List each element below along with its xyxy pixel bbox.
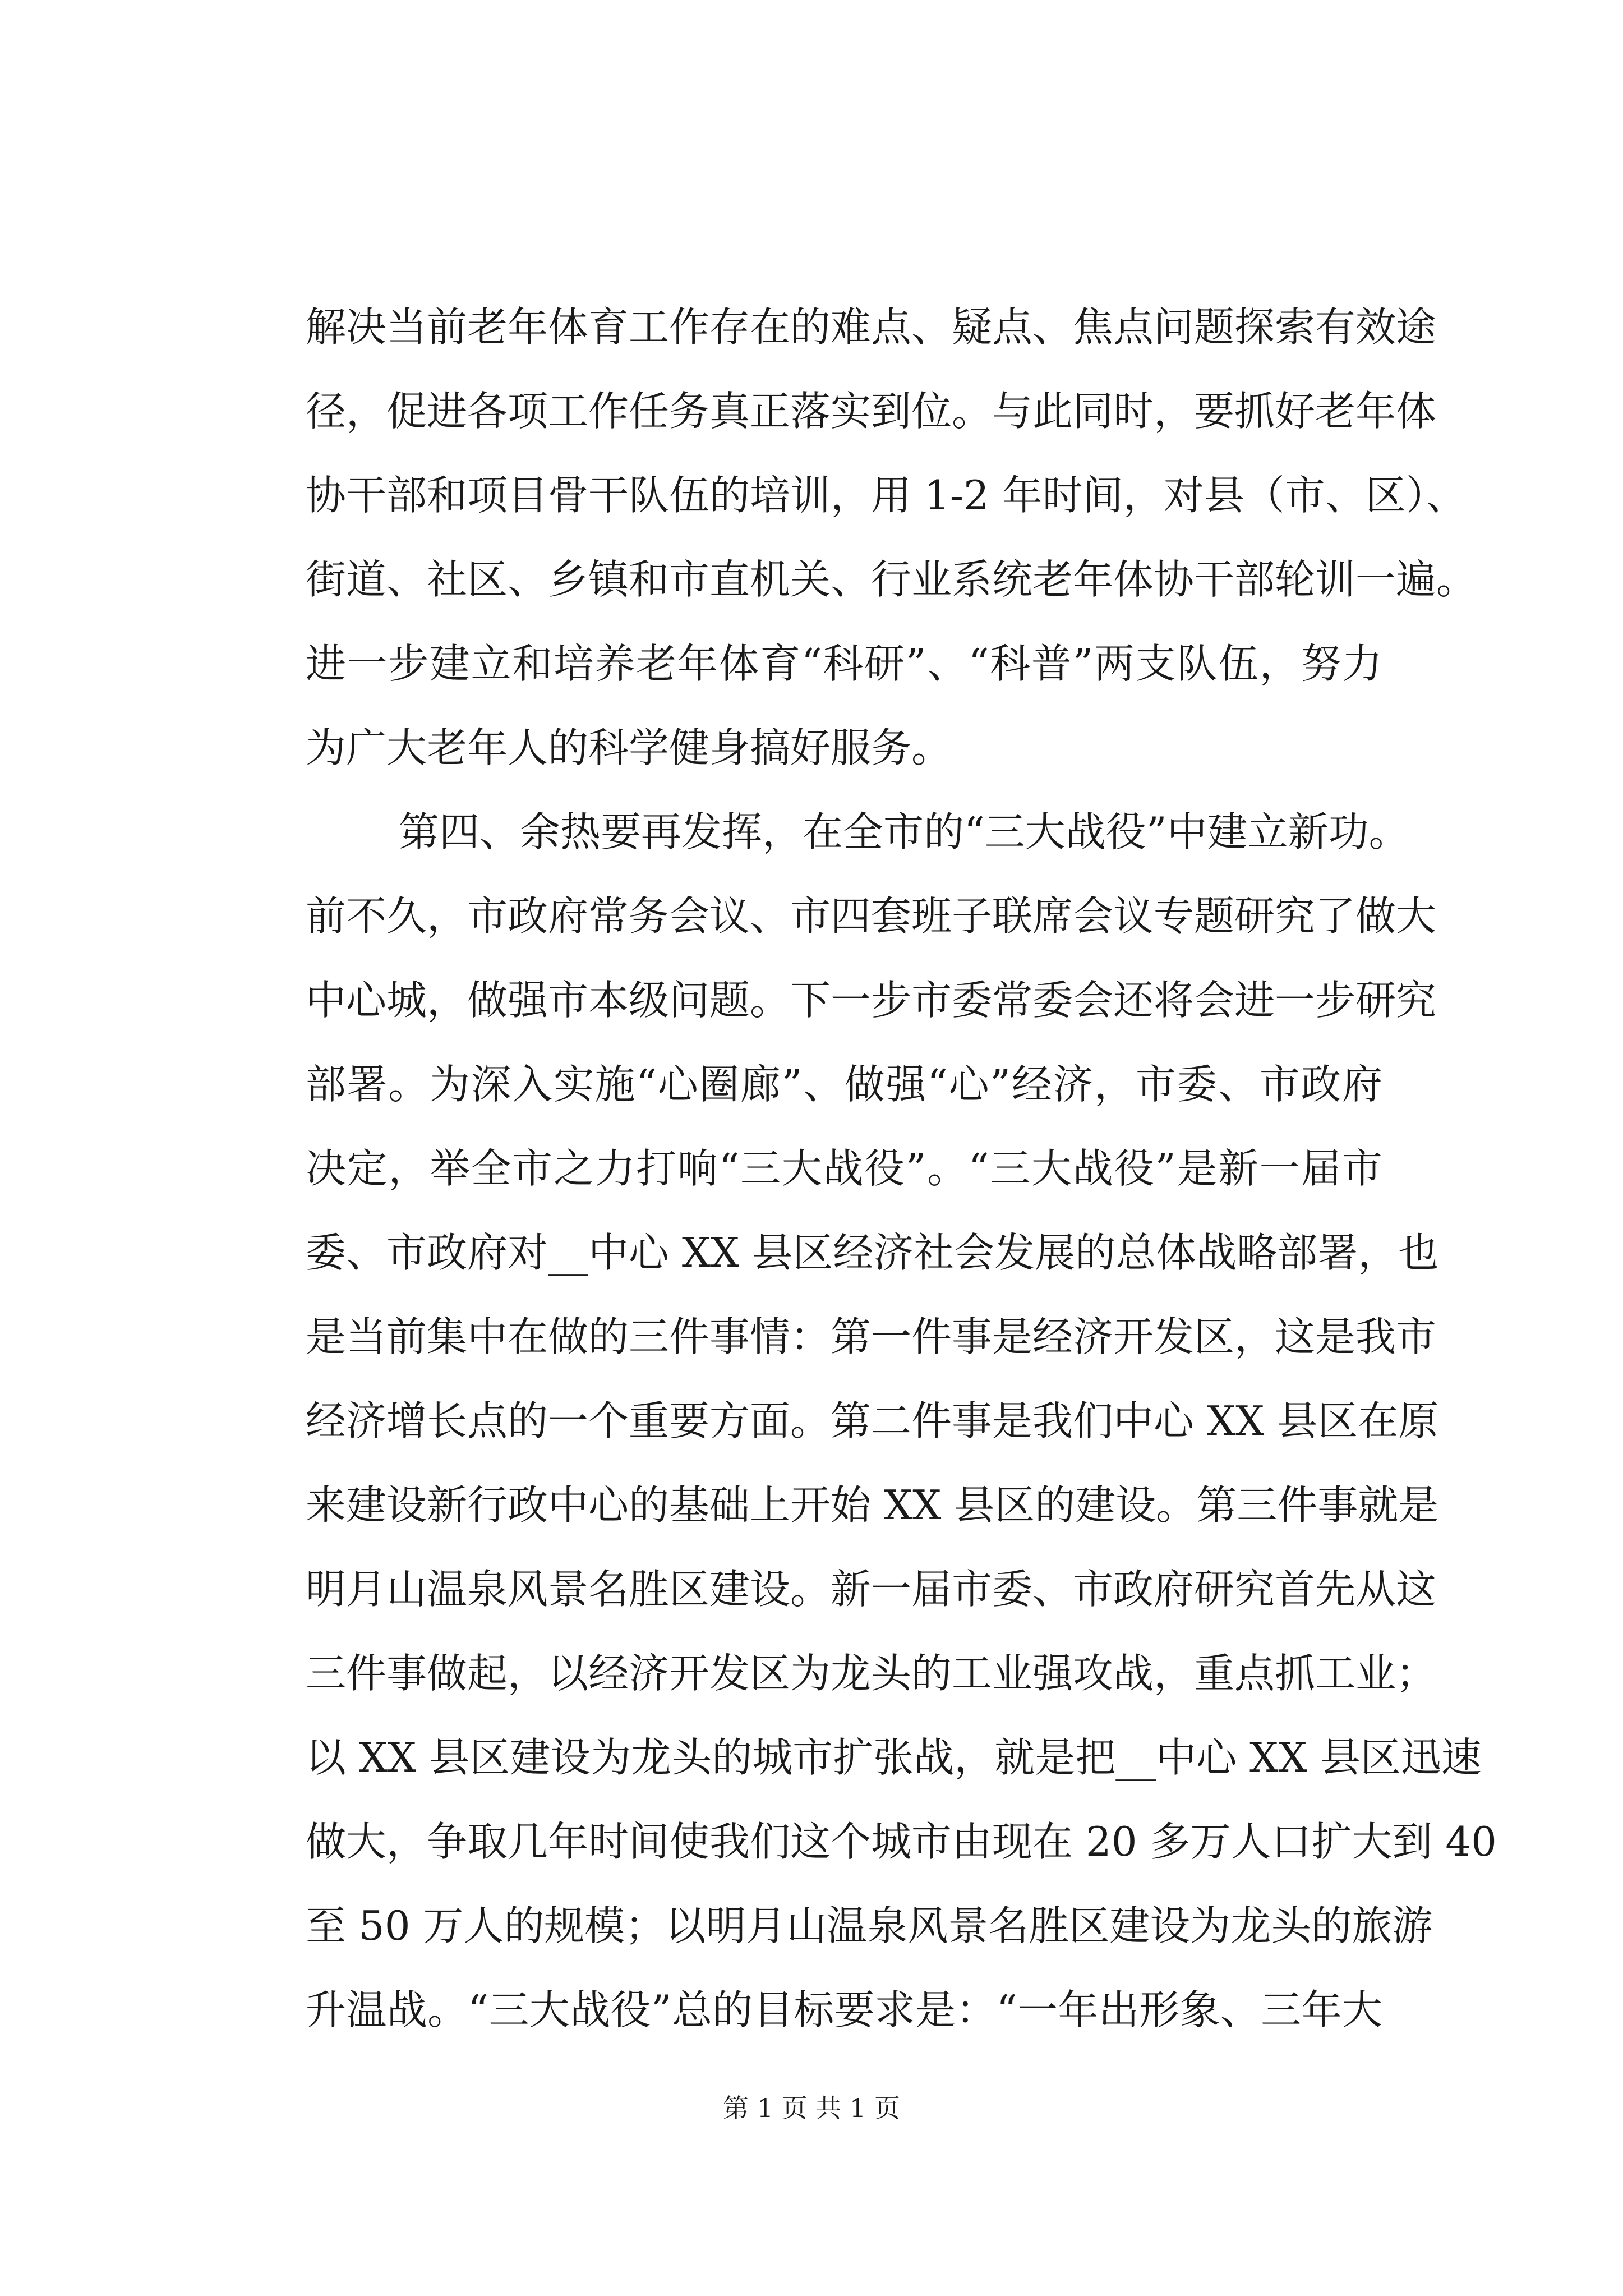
text-line: 明月山温泉风景名胜区建设。新一届市委、市政府研究首先从这 [306, 1566, 1437, 1613]
text-line: 经济增长点的一个重要方面。第二件事是我们中心 XX 县区在原 [306, 1397, 1439, 1444]
page-number-footer: 第 1 页 共 1 页 [723, 2093, 900, 2123]
text-line: 来建设新行政中心的基础上开始 XX 县区的建设。第三件事就是 [306, 1481, 1439, 1529]
text-line: 做大，争取几年时间使我们这个城市由现在 20 多万人口扩大到 40 [306, 1818, 1497, 1865]
text-line: 部署。为深入实施“心圈廊”、做强“心”经济，市委、市政府 [306, 1061, 1382, 1108]
text-line: 中心城，做强市本级问题。下一步市委常委会还将会进一步研究 [306, 977, 1437, 1024]
text-line: 升温战。“三大战役”总的目标要求是：“一年出形象、三年大 [306, 1986, 1382, 2033]
text-line: 是当前集中在做的三件事情：第一件事是经济开发区，这是我市 [306, 1313, 1437, 1360]
text-line: 决定，举全市之力打响“三大战役”。“三大战役”是新一届市 [306, 1145, 1382, 1192]
text-line: 至 50 万人的规模；以明月山温泉风景名胜区建设为龙头的旅游 [306, 1902, 1433, 1949]
text-line: 街道、社区、乡镇和市直机关、行业系统老年体协干部轮训一遍。 [306, 556, 1477, 603]
text-line: 协干部和项目骨干队伍的培训，用 1-2 年时间，对县（市、区）、 [306, 472, 1467, 519]
text-line: 前不久，市政府常务会议、市四套班子联席会议专题研究了做大 [306, 892, 1437, 940]
text-line: 为广大老年人的科学健身搞好服务。 [306, 724, 952, 771]
text-line: 委、市政府对__中心 XX 县区经济社会发展的总体战略部署，也 [306, 1229, 1439, 1276]
text-line: 径，促进各项工作任务真正落实到位。与此同时，要抓好老年体 [306, 388, 1437, 435]
text-line: 第四、余热要再发挥，在全市的“三大战役”中建立新功。 [399, 808, 1409, 855]
text-line: 解决当前老年体育工作存在的难点、疑点、焦点问题探索有效途 [306, 303, 1437, 351]
text-line: 以 XX 县区建设为龙头的城市扩张战，就是把__中心 XX 县区迅速 [306, 1734, 1482, 1781]
text-line: 三件事做起，以经济开发区为龙头的工业强攻战，重点抓工业； [306, 1650, 1437, 1697]
text-line: 进一步建立和培养老年体育“科研”、“科普”两支队伍，努力 [306, 640, 1382, 687]
document-body [306, 285, 1497, 2052]
